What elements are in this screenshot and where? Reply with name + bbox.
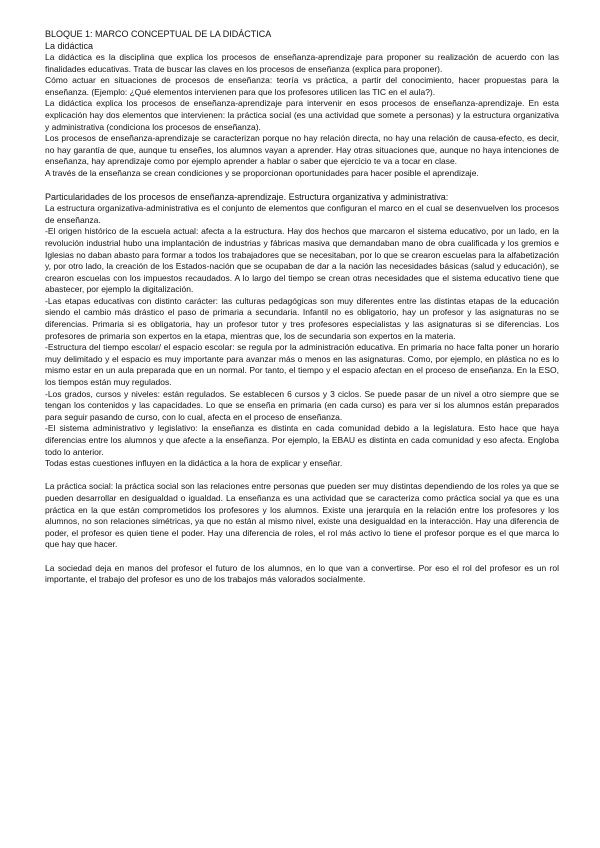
section-subtitle: La didáctica — [45, 41, 94, 51]
paragraph: Cómo actuar en situaciones de procesos de enseñanza: teoría vs práctica, a partir del conocimiento, hacer propuestas para la enseñanza. (Ejemplo: ¿Qué elementos intervienen para que los profesores utilicen las TIC en el aula?). — [45, 75, 559, 97]
paragraph: -Las etapas educativas con distinto carácter: las culturas pedagógicas son muy diferentes entre las distintas etapas de la educación siendo el cambio más drástico el paso de primaria a secundaria. Infantil no es obligatorio, hay un profesor y las asignaturas no se diferencias. Primaria si es obligatoria, hay un profesor tutor y tres profesores especialistas y las asignaturas si se diferencias. Los profesores de primaria son expertos en la etapa, mientras que, los de secundaria son expertos en la materia. — [45, 295, 559, 341]
paragraph: La sociedad deja en manos del profesor el futuro de los alumnos, en lo que van a convertirse. Por eso el rol del profesor es un rol importante, el trabajo del profesor es uno de los trabajos más valorados socialmente. — [45, 562, 559, 585]
paragraph: -El sistema administrativo y legislativo: la enseñanza es distinta en cada comunidad debido a la legislatura. Esto hace que haya diferencias entre los alumnos y que afecte a la enseñanza. Por ejemplo, la EBAU es distinta en cada comunidad y eso afecta. Engloba todo lo anterior. — [45, 423, 559, 457]
document-page — [45, 28, 559, 586]
paragraph: -El origen histórico de la escuela actual: afecta a la estructura. Hay dos hechos que marcaron el sistema educativo, por un lado, en la revolución industrial hubo una implantación de industrias y fábricas masiva que demandaban mano de obra cualificada y los gremios e Iglesias no daban abasto para formar a todos los trabajadores que se necesitaban, por lo que se crearon escuelas para la alfabetización y, por otro lado, la creación de los Estados-nación que se ocupaban de dar a la nación las necesidades básicas (salud y educación), se crearon escuelas con los impuestos recaudados. A lo largo del tiempo se crean otras necesidades que el sistema educativo tiene que abastecer, por ejemplo la digitalización. — [45, 226, 559, 295]
paragraph: Los procesos de enseñanza-aprendizaje se caracterizan porque no hay relación directa, no hay una relación de causa-efecto, es decir, no hay garantía de que, aunque tu enseñes, los alumnos vayan a aprender. Hay otras situaciones que, aunque no haya intenciones de enseñanza, hay aprendizaje como por ejemplo aprender a hablar o saber que ejercicio te va a tocar en clase. — [45, 133, 559, 167]
paragraph: -Los grados, cursos y niveles: están regulados. Se establecen 6 cursos y 3 ciclos. Se puede pasar de un nivel a otro siempre que se tengan los contenidos y las capacidades. Lo que se enseña en primaria (en cada curso) es para ver si los alumnos están preparados para seguir pasando de curso, con lo cual, afecta en el proceso de enseñanza. — [45, 388, 559, 422]
paragraph: La didáctica explica los procesos de enseñanza-aprendizaje para intervenir en esos procesos de enseñanza-aprendizaje. En esta explicación hay dos elementos que intervienen: la práctica social (es una actividad que somete a personas) y la estructura organizativa y administrativa (condiciona los procesos de enseñanza). — [45, 98, 559, 132]
paragraph: La estructura organizativa-administrativa es el conjunto de elementos que configuran el marco en el cual se desenvuelven los procesos de enseñanza. — [45, 203, 559, 225]
section-heading: Particularidades de los procesos de enseñanza-aprendizaje. Estructura organizativa y administrativa: — [45, 192, 449, 203]
paragraph: A través de la enseñanza se crean condiciones y se proporcionan oportunidades para hacer posible el aprendizaje. — [45, 167, 479, 178]
paragraph: La didáctica es la disciplina que explica los procesos de enseñanza-aprendizaje para proponer su realización de acuerdo con las finalidades educativas. Trata de buscar las claves en los procesos de enseñanza (explica para proponer). — [45, 52, 559, 74]
document-title: BLOQUE 1: MARCO CONCEPTUAL DE LA DIDÁCTICA — [45, 29, 272, 39]
paragraph: -Estructura del tiempo escolar/ el espacio escolar: se regula por la administración educativa. En primaria no hace falta poner un horario muy delimitado y el espacio es muy importante para avanzar más o menos en las asignaturas. Como, por ejemplo, en plástica no es lo mismo estar en un aula preparada que en un normal. Por tanto, el tiempo y el espacio afectan en el proceso de enseñanza. En la ESO, los tiempos están muy regulados. — [45, 342, 559, 388]
paragraph: La práctica social: la práctica social son las relaciones entre personas que pueden ser muy distintas dependiendo de los roles ya que se pueden desarrollar en desigualdad o igualdad. La enseñanza es una actividad que se caracteriza como práctica social ya que es una práctica en la que están comprometidos los profesores y los alumnos. Existe una jerarquía en la relación entre los profesores y los alumnos, no son relaciones simétricas, ya que no están al mismo nivel, existe una desigualdad en la interacción. Hay una diferencia de poder, el profesor es quien tiene el poder. Hay una diferencia de roles, el rol más activo lo tiene el profesor porque es el que marca lo que hay que hacer. — [45, 481, 559, 550]
paragraph: Todas estas cuestiones influyen en la didáctica a la hora de explicar y enseñar. — [45, 458, 343, 469]
